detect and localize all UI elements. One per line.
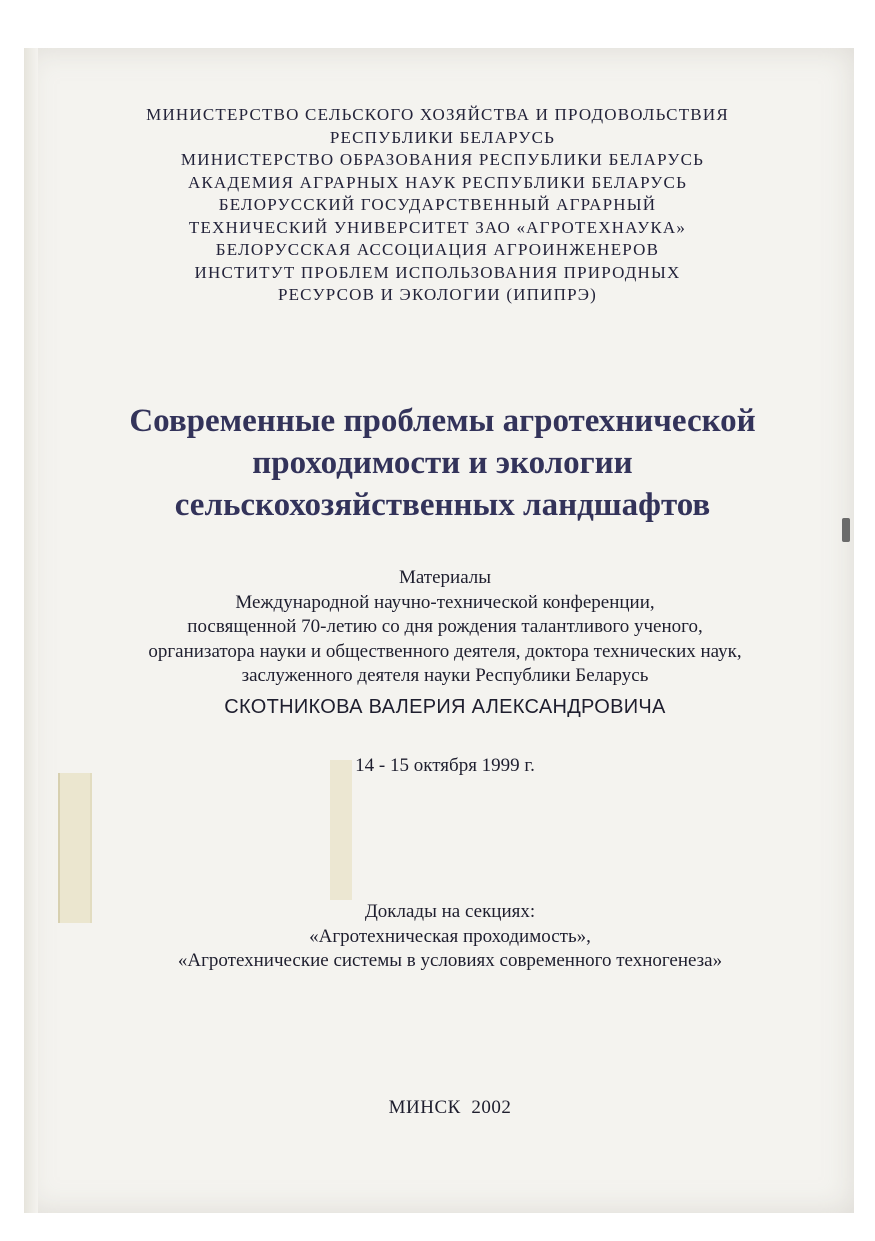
honoree-name: СКОТНИКОВА ВАЛЕРИЯ АЛЕКСАНДРОВИЧА (224, 695, 666, 718)
organizations-block (0, 104, 875, 307)
document-title (0, 400, 875, 526)
reports-line: «Агротехнические системы в условиях современного техногенеза» (177, 950, 723, 971)
title-line: проходимости и экологии (252, 445, 633, 481)
org-line: ТЕХНИЧЕСКИЙ УНИВЕРСИТЕТ ЗАО «АГРОТЕХНАУКА» (188, 217, 687, 237)
reports-line: Доклады на секциях: (364, 901, 536, 922)
org-line: МИНИСТЕРСТВО ОБРАЗОВАНИЯ РЕСПУБЛИКИ БЕЛАРУСЬ (180, 150, 705, 169)
org-line: ИНСТИТУТ ПРОБЛЕМ ИСПОЛЬЗОВАНИЯ ПРИРОДНЫХ (194, 262, 681, 282)
title-line: Современные проблемы агротехнической (129, 403, 756, 439)
org-line: БЕЛОРУССКАЯ АССОЦИАЦИЯ АГРОИНЖЕНЕРОВ (215, 240, 660, 259)
materials-line: организатора науки и общественного деятеля, доктора технических наук, (148, 640, 742, 662)
tape-strip-middle (330, 760, 352, 900)
org-line: МИНИСТЕРСТВО СЕЛЬСКОГО ХОЗЯЙСТВА И ПРОДОВОЛЬСТВИЯ (146, 105, 729, 124)
org-line: АКАДЕМИЯ АГРАРНЫХ НАУК РЕСПУБЛИКИ БЕЛАРУСЬ (187, 172, 688, 192)
conference-dates: 14 - 15 октября 1999 г. (355, 755, 535, 776)
publication-place-year: МИНСК 2002 (388, 1097, 512, 1118)
materials-line: Международной научно-технической конференции, (235, 591, 655, 613)
org-line: РЕСПУБЛИКИ БЕЛАРУСЬ (329, 127, 556, 147)
org-line: БЕЛОРУССКИЙ ГОСУДАРСТВЕННЫЙ АГРАРНЫЙ (218, 195, 657, 214)
materials-block (0, 566, 875, 719)
reports-block (0, 900, 875, 974)
title-line: сельскохозяйственных ландшафтов (174, 487, 711, 523)
materials-line: посвященной 70-летию со дня рождения талантливого ученого, (187, 616, 703, 637)
reports-line: «Агротехническая проходимость», (309, 925, 591, 947)
materials-line: заслуженного деятеля науки Республики Беларусь (241, 665, 649, 686)
materials-line: Материалы (398, 567, 492, 588)
org-line: РЕСУРСОВ И ЭКОЛОГИИ (ИПИПРЭ) (277, 285, 598, 304)
